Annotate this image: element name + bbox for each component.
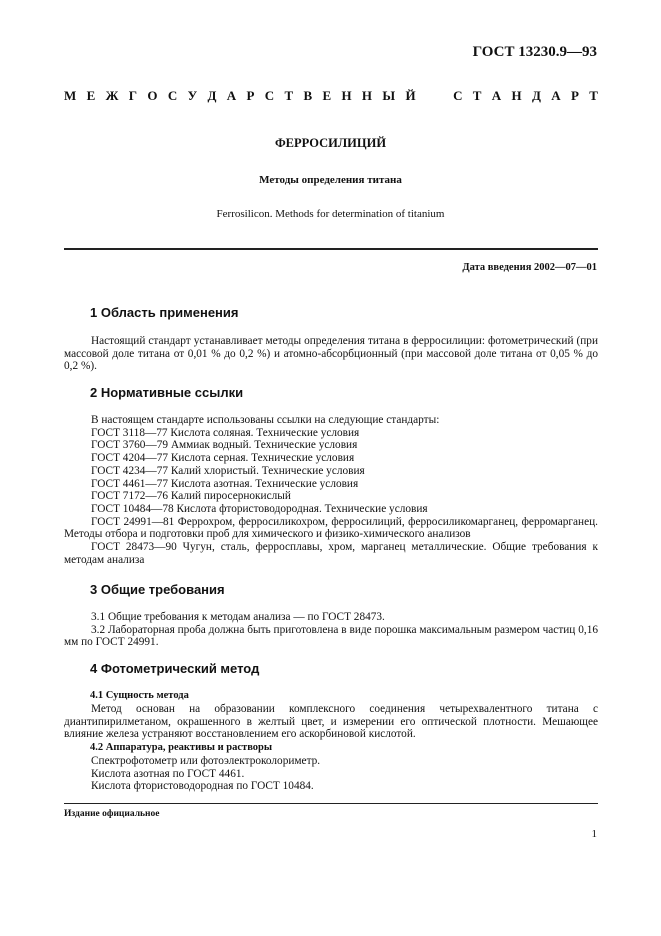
clause-3-2: 3.2 Лабораторная проба должна быть приготовлена в виде порошка максимальным размером частиц 0,16 мм по ГОСТ 24991. [64, 623, 598, 649]
standard-type-letter: М [64, 88, 77, 103]
standard-type-letter: Т [589, 88, 598, 103]
standard-type-letter [426, 88, 429, 104]
standard-type-letter: У [187, 88, 198, 103]
section-3-heading: 3 Общие требования [90, 582, 225, 597]
section-1-body [64, 335, 598, 373]
ref-gost-4234: ГОСТ 4234—77 Калий хлористый. Технические условия [91, 464, 365, 477]
footer-divider [64, 803, 598, 804]
standard-type-letter: С [167, 88, 178, 103]
standard-type-letter: А [491, 88, 502, 103]
section-2-intro: В настоящем стандарте использованы ссылки на следующие стандарты: [91, 414, 440, 426]
english-title: Ferrosilicon. Methods for determination of titanium [216, 208, 445, 220]
standard-type-letter: Е [86, 88, 96, 103]
standard-type-letter: Д [531, 88, 541, 103]
standard-type-letter: Ы [382, 88, 396, 103]
title-divider [64, 248, 598, 250]
clause-3-1: 3.1 Общие требования к методам анализа — по ГОСТ 28473. [91, 611, 385, 623]
item-spectrophotometer: Спектрофотометр или фотоэлектроколориметр. [91, 755, 321, 767]
standard-type-letter: С [264, 88, 275, 103]
ref-gost-28473: ГОСТ 28473—90 Чугун, сталь, ферросплавы, хром, марганец металлические. Общие требования к методам анализа [64, 541, 598, 566]
standard-type-letter: Т [284, 88, 294, 103]
standard-type-letter: Н [511, 88, 522, 103]
standard-type-letter: А [226, 88, 237, 103]
item-hydrofluoric-acid: Кислота фтористоводородная по ГОСТ 10484. [91, 780, 314, 793]
standard-type-letter: А [551, 88, 561, 103]
standard-type-letter: Г [128, 88, 138, 103]
standard-type-letter: Й [405, 88, 416, 103]
standard-type-letter: Р [246, 88, 255, 103]
ref-gost-3118: ГОСТ 3118—77 Кислота соляная. Технические условия [91, 426, 360, 439]
standard-type-letter: Н [341, 88, 352, 103]
standard-type-letter: Т [472, 88, 482, 103]
section-1-text: Настоящий стандарт устанавливает методы определения титана в ферросилиции: фотометрический (при массовой доле титана от 0,01 % до 0,2 %) и атомно-абсорбционный (при массовой доле титана от 0,05 % до 0,2 %). [64, 335, 598, 373]
standard-type-heading [64, 88, 598, 104]
standard-type-letter [439, 88, 442, 104]
page-number: 1 [591, 828, 597, 840]
official-edition-label: Издание официальное [64, 809, 160, 819]
section-2-body [64, 414, 598, 566]
section-4-heading: 4 Фотометрический метод [90, 661, 260, 676]
clause-4-2-heading: 4.2 Аппаратура, реактивы и растворы [90, 742, 273, 753]
standard-type-letter: С [453, 88, 463, 103]
document-title: ФЕРРОСИЛИЦИЙ [274, 136, 387, 150]
standard-type-letter: В [303, 88, 313, 103]
section-2-heading: 2 Нормативные ссылки [90, 385, 244, 400]
ref-gost-4461: ГОСТ 4461—77 Кислота азотная. Технические условия [91, 477, 359, 490]
clause-4-1-body [64, 703, 598, 741]
standard-type-letter: Е [322, 88, 332, 103]
standard-type-letter: Н [361, 88, 373, 103]
ref-gost-4204: ГОСТ 4204—77 Кислота серная. Технические условия [91, 452, 355, 465]
gost-number: ГОСТ 13230.9—93 [472, 44, 597, 60]
effective-date: Дата введения 2002—07—01 [462, 262, 597, 273]
standard-type-letter: О [147, 88, 158, 103]
section-1-heading: 1 Область применения [90, 305, 239, 320]
standard-type-letter: Д [207, 88, 217, 103]
standard-type-letter: Р [570, 88, 579, 103]
ref-gost-7172: ГОСТ 7172—76 Калий пиросернокислый [91, 490, 291, 503]
ref-gost-3760: ГОСТ 3760—79 Аммиак водный. Технические условия [91, 439, 358, 452]
item-nitric-acid: Кислота азотная по ГОСТ 4461. [91, 767, 245, 780]
clause-4-1-text: Метод основан на образовании комплексного соединения четырехвалентного титана с диантипирилметаном, окрашенного в желтый цвет, и измерении его оптической плотности. Мешающее влияние железа устраняют восстановлением его аскорбиновой кислотой. [64, 703, 598, 741]
clause-4-1-heading: 4.1 Сущность метода [90, 690, 189, 701]
standard-type-letter: Ж [105, 88, 119, 103]
section-3-body [64, 611, 598, 649]
document-subtitle: Методы определения титана [259, 174, 402, 186]
clause-4-2-body [64, 755, 598, 793]
ref-gost-10484: ГОСТ 10484—78 Кислота фтористоводородная. Технические условия [91, 502, 428, 515]
ref-gost-24991: ГОСТ 24991—81 Феррохром, ферросиликохром, ферросилиций, ферросиликомарганец, ферромарганец. Методы отбора и подготовки проб для химического и физико-химического анализов [64, 515, 598, 541]
